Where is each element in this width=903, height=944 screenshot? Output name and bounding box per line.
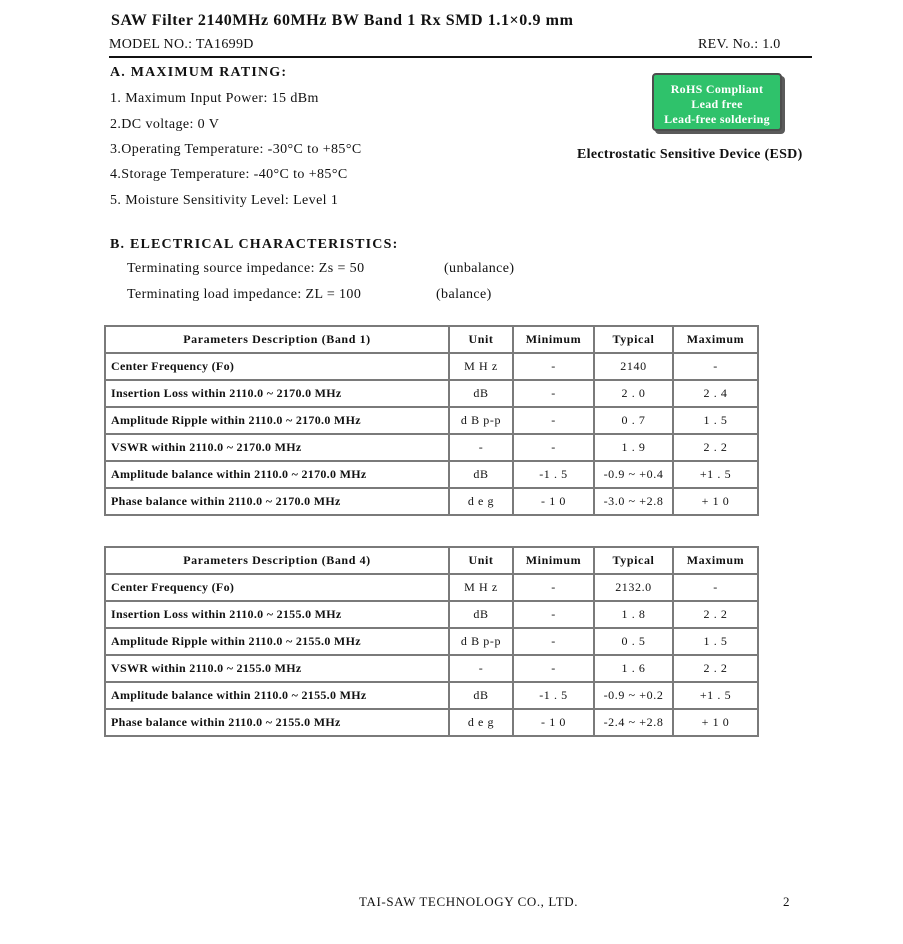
- table-row: [105, 488, 758, 515]
- table-row: [105, 407, 758, 434]
- revision-number: REV. No.: 1.0: [698, 37, 781, 52]
- table-row: [105, 601, 758, 628]
- table-row: [105, 461, 758, 488]
- page-number: 2: [783, 894, 790, 909]
- maximum-cell: 2 . 2: [673, 601, 758, 628]
- typical-cell: -0.9 ~ +0.2: [594, 682, 673, 709]
- document-title: SAW Filter 2140MHz 60MHz BW Band 1 Rx SMD 1.1×0.9 mm: [111, 12, 574, 29]
- model-number: MODEL NO.: TA1699D: [109, 37, 254, 52]
- minimum-cell: -1 . 5: [513, 461, 594, 488]
- minimum-cell: -: [513, 407, 594, 434]
- parameter-cell: Amplitude Ripple within 2110.0 ~ 2170.0 MHz: [105, 407, 449, 434]
- max-rating-item: 5. Moisture Sensitivity Level: Level 1: [110, 193, 339, 208]
- max-rating-item: 3.Operating Temperature: -30°C to +85°C: [110, 142, 362, 157]
- esd-label: Electrostatic Sensitive Device (ESD): [577, 147, 803, 162]
- maximum-cell: 2 . 2: [673, 434, 758, 461]
- table-row: [105, 709, 758, 736]
- table-row: [105, 682, 758, 709]
- minimum-cell: -: [513, 628, 594, 655]
- typical-cell: 2132.0: [594, 574, 673, 601]
- typical-cell: 0 . 7: [594, 407, 673, 434]
- typical-cell: 1 . 6: [594, 655, 673, 682]
- typical-cell: 1 . 8: [594, 601, 673, 628]
- unit-cell: dB: [449, 601, 513, 628]
- rohs-badge-line: Lead-free soldering: [664, 112, 770, 126]
- unit-cell: -: [449, 655, 513, 682]
- max-rating-item: 2.DC voltage: 0 V: [110, 117, 220, 132]
- footer-company: TAI-SAW TECHNOLOGY CO., LTD.: [359, 894, 579, 909]
- header-typical: Typical: [594, 326, 673, 353]
- maximum-cell: +1 . 5: [673, 461, 758, 488]
- source-impedance-type: (unbalance): [444, 261, 515, 276]
- header-unit: Unit: [449, 326, 513, 353]
- source-impedance: Terminating source impedance: Zs = 50: [127, 261, 365, 276]
- unit-cell: d B p-p: [449, 628, 513, 655]
- unit-cell: -: [449, 434, 513, 461]
- parameter-cell: Amplitude balance within 2110.0 ~ 2170.0 MHz: [105, 461, 449, 488]
- header-minimum: Minimum: [513, 547, 594, 574]
- parameter-cell: VSWR within 2110.0 ~ 2155.0 MHz: [105, 655, 449, 682]
- typical-cell: 2 . 0: [594, 380, 673, 407]
- minimum-cell: -: [513, 601, 594, 628]
- spec-table-band4: [104, 546, 759, 737]
- typical-cell: 1 . 9: [594, 434, 673, 461]
- typical-cell: -2.4 ~ +2.8: [594, 709, 673, 736]
- table-header-row: [105, 326, 758, 353]
- max-rating-item: 1. Maximum Input Power: 15 dBm: [110, 91, 319, 106]
- parameter-cell: Phase balance within 2110.0 ~ 2155.0 MHz: [105, 709, 449, 736]
- typical-cell: 2140: [594, 353, 673, 380]
- maximum-cell: + 1 0: [673, 709, 758, 736]
- table-row: [105, 628, 758, 655]
- rohs-badge-line: Lead free: [691, 97, 743, 111]
- parameter-cell: Insertion Loss within 2110.0 ~ 2170.0 MHz: [105, 380, 449, 407]
- minimum-cell: - 1 0: [513, 709, 594, 736]
- load-impedance-type: (balance): [436, 287, 492, 302]
- parameter-cell: Center Frequency (Fo): [105, 353, 449, 380]
- unit-cell: dB: [449, 682, 513, 709]
- header-parameters: Parameters Description (Band 1): [105, 326, 449, 353]
- header-unit: Unit: [449, 547, 513, 574]
- parameter-cell: Phase balance within 2110.0 ~ 2170.0 MHz: [105, 488, 449, 515]
- parameter-cell: VSWR within 2110.0 ~ 2170.0 MHz: [105, 434, 449, 461]
- maximum-cell: 2 . 2: [673, 655, 758, 682]
- spec-table-band1: [104, 325, 759, 516]
- rohs-badge-line: RoHS Compliant: [670, 82, 764, 96]
- unit-cell: dB: [449, 461, 513, 488]
- minimum-cell: -: [513, 434, 594, 461]
- unit-cell: M H z: [449, 574, 513, 601]
- typical-cell: 0 . 5: [594, 628, 673, 655]
- typical-cell: -0.9 ~ +0.4: [594, 461, 673, 488]
- table-header-row: [105, 547, 758, 574]
- minimum-cell: -: [513, 655, 594, 682]
- header-minimum: Minimum: [513, 326, 594, 353]
- header-maximum: Maximum: [673, 547, 758, 574]
- maximum-cell: + 1 0: [673, 488, 758, 515]
- unit-cell: d e g: [449, 709, 513, 736]
- table-row: [105, 655, 758, 682]
- minimum-cell: - 1 0: [513, 488, 594, 515]
- table-row: [105, 434, 758, 461]
- maximum-cell: 1 . 5: [673, 407, 758, 434]
- header-divider: [109, 56, 812, 58]
- minimum-cell: -1 . 5: [513, 682, 594, 709]
- header-maximum: Maximum: [673, 326, 758, 353]
- minimum-cell: -: [513, 574, 594, 601]
- typical-cell: -3.0 ~ +2.8: [594, 488, 673, 515]
- section-b-heading: B. ELECTRICAL CHARACTERISTICS:: [110, 237, 399, 252]
- maximum-cell: 2 . 4: [673, 380, 758, 407]
- unit-cell: d B p-p: [449, 407, 513, 434]
- section-a-heading: A. MAXIMUM RATING:: [110, 65, 288, 80]
- maximum-cell: 1 . 5: [673, 628, 758, 655]
- parameter-cell: Center Frequency (Fo): [105, 574, 449, 601]
- maximum-cell: +1 . 5: [673, 682, 758, 709]
- unit-cell: d e g: [449, 488, 513, 515]
- header-typical: Typical: [594, 547, 673, 574]
- max-rating-item: 4.Storage Temperature: -40°C to +85°C: [110, 167, 348, 182]
- parameter-cell: Amplitude balance within 2110.0 ~ 2155.0 MHz: [105, 682, 449, 709]
- table-row: [105, 574, 758, 601]
- parameter-cell: Amplitude Ripple within 2110.0 ~ 2155.0 MHz: [105, 628, 449, 655]
- header-parameters: Parameters Description (Band 4): [105, 547, 449, 574]
- rohs-compliant-badge: [652, 73, 782, 131]
- minimum-cell: -: [513, 380, 594, 407]
- maximum-cell: -: [673, 574, 758, 601]
- table-row: [105, 353, 758, 380]
- parameter-cell: Insertion Loss within 2110.0 ~ 2155.0 MHz: [105, 601, 449, 628]
- maximum-cell: -: [673, 353, 758, 380]
- unit-cell: M H z: [449, 353, 513, 380]
- table-row: [105, 380, 758, 407]
- unit-cell: dB: [449, 380, 513, 407]
- minimum-cell: -: [513, 353, 594, 380]
- load-impedance: Terminating load impedance: ZL = 100: [127, 287, 362, 302]
